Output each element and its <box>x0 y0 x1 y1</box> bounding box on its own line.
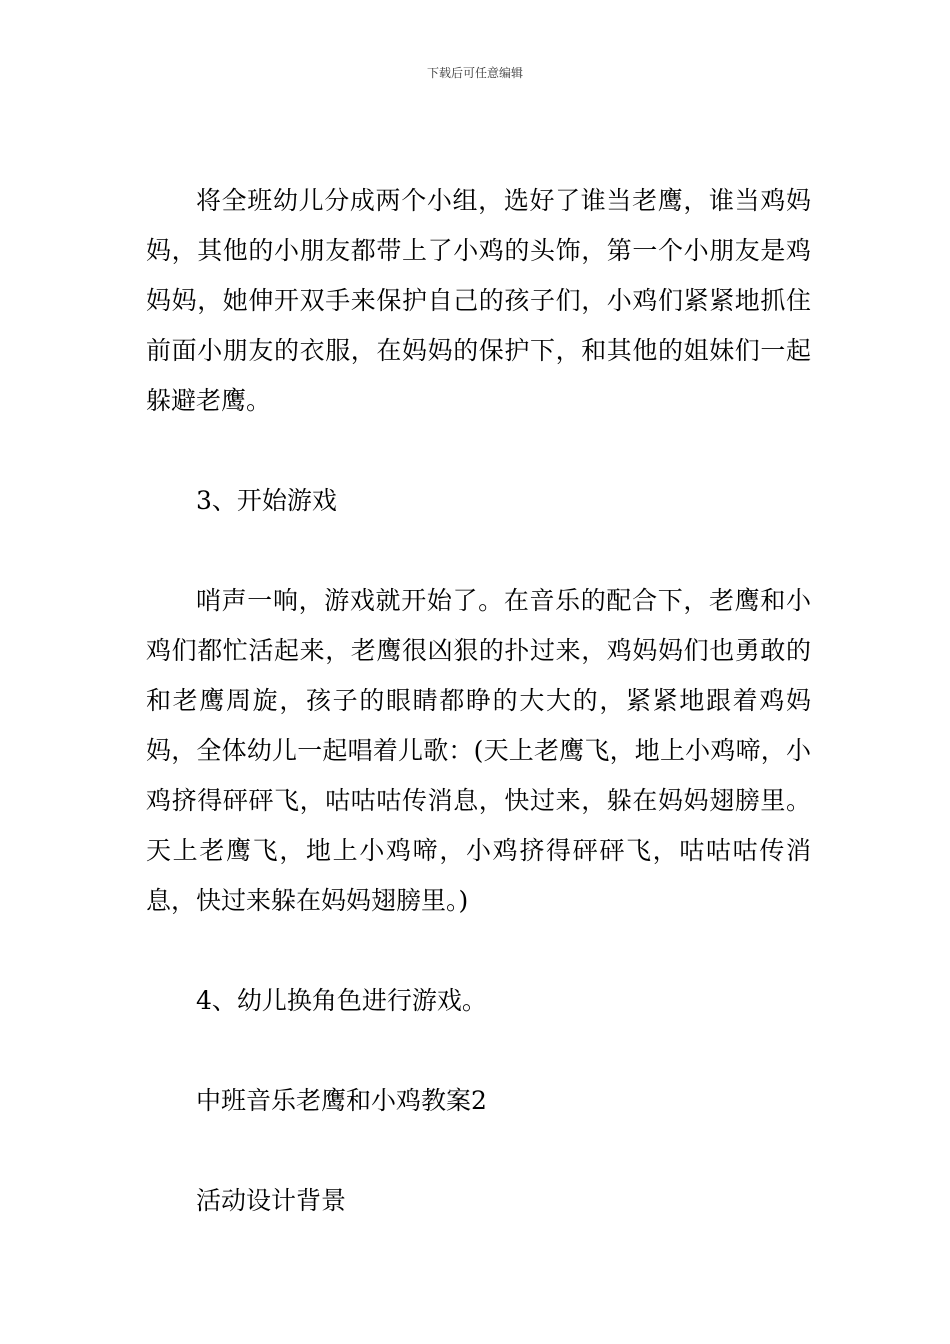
paragraph-spacer <box>146 1126 811 1176</box>
section-heading-start-game: 3、开始游戏 <box>196 486 337 515</box>
page-header-note: 下载后可任意编辑 <box>426 66 523 80</box>
paragraph-spacer <box>146 426 811 476</box>
lesson-plan-title: 中班音乐老鹰和小鸡教案2 <box>196 1086 487 1115</box>
paragraph-spacer <box>146 1026 811 1076</box>
section-heading-background: 活动设计背景 <box>196 1186 347 1215</box>
paragraph-game-setup: 将全班幼儿分成两个小组，选好了谁当老鹰，谁当鸡妈妈，其他的小朋友都带上了小鸡的头饰，第一个小朋友是鸡妈妈，她伸开双手来保护自己的孩子们，小鸡们紧紧地抓住前面小朋友的衣服，在妈妈的保护下，和其他的姐妹们一起躲避老鹰。 <box>146 186 811 415</box>
section-heading-switch-roles: 4、幼儿换角色进行游戏。 <box>196 986 487 1015</box>
paragraph-game-play: 哨声一响，游戏就开始了。在音乐的配合下，老鹰和小鸡们都忙活起来，老鹰很凶狠的扑过来，鸡妈妈们也勇敢的和老鹰周旋，孩子的眼睛都睁的大大的，紧紧地跟着鸡妈妈，全体幼儿一起唱着儿歌：(天上老鹰飞，地上小鸡啼，小鸡挤得砰砰飞，咕咕咕传消息，快过来，躲在妈妈翅膀里。天上老鹰飞，地上小鸡啼，小鸡挤得砰砰飞，咕咕咕传消息，快过来躲在妈妈翅膀里。) <box>146 586 811 915</box>
paragraph-spacer <box>146 526 811 576</box>
document-body <box>146 176 811 1226</box>
paragraph-spacer <box>146 926 811 976</box>
